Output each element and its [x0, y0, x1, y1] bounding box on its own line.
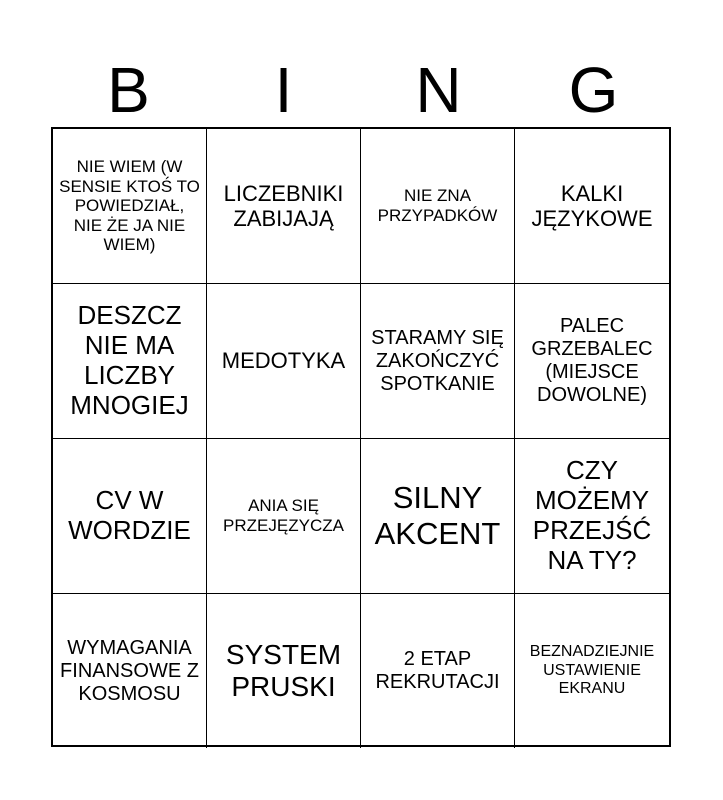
- bingo-cell[interactable]: [53, 439, 207, 593]
- bingo-cell[interactable]: [207, 439, 361, 593]
- header-letter-b: B: [107, 54, 150, 126]
- header-letter-n: N: [415, 54, 462, 126]
- cell-text: MEDOTYKA: [221, 348, 346, 374]
- cell-text: SILNY AKCENT: [374, 480, 501, 551]
- bingo-cell[interactable]: [361, 594, 515, 748]
- cell-text: SYSTEM PRUSKI: [225, 638, 342, 702]
- header-letter-i: I: [274, 54, 293, 126]
- bingo-cell[interactable]: [515, 439, 669, 593]
- cell-text: 2 ETAP REKRUTACJI: [375, 648, 500, 693]
- bingo-cell[interactable]: [53, 129, 207, 283]
- bingo-cell[interactable]: [515, 284, 669, 438]
- bingo-cell[interactable]: [361, 129, 515, 283]
- bingo-cell[interactable]: [53, 284, 207, 438]
- cell-text: LICZEBNIKI ZABIJAJĄ: [223, 180, 344, 231]
- cell-text: DESZCZ NIE MA LICZBY MNOGIEJ: [70, 300, 189, 420]
- cell-text: KALKI JĘZYKOWE: [531, 180, 653, 231]
- bingo-cell[interactable]: [361, 439, 515, 593]
- bingo-cell[interactable]: [515, 594, 669, 748]
- bingo-cell[interactable]: [207, 594, 361, 748]
- bingo-board: [51, 127, 671, 747]
- board-row-4: [53, 594, 669, 748]
- board-row-2: [53, 284, 669, 439]
- cell-text: WYMAGANIA FINANSOWE Z KOSMOSU: [60, 636, 199, 705]
- bingo-cell[interactable]: [207, 129, 361, 283]
- cell-text: PALEC GRZEBALEC (MIEJSCE DOWOLNE): [531, 315, 653, 406]
- cell-text: NIE WIEM (W SENSIE KTOŚ TO POWIEDZIAŁ, NIE ŻE JA NIE WIEM): [59, 157, 200, 255]
- bingo-cell[interactable]: [207, 284, 361, 438]
- cell-text: ANIA SIĘ PRZEJĘZYCZA: [223, 496, 344, 535]
- board-row-3: [53, 439, 669, 594]
- header-letter-g: G: [568, 54, 619, 126]
- cell-text: CZY MOŻEMY PRZEJŚĆ NA TY?: [532, 455, 652, 575]
- bingo-cell[interactable]: [515, 129, 669, 283]
- bingo-cell[interactable]: [361, 284, 515, 438]
- bingo-cell[interactable]: [53, 594, 207, 748]
- cell-text: BEZNADZIEJNIE USTAWIENIE EKRANU: [529, 643, 655, 698]
- cell-text: STARAMY SIĘ ZAKOŃCZYĆ SPOTKANIE: [371, 326, 504, 395]
- cell-text: NIE ZNA PRZYPADKÓW: [377, 186, 498, 225]
- board-row-1: [53, 129, 669, 284]
- bingo-header: [51, 52, 671, 128]
- cell-text: CV W WORDZIE: [68, 485, 191, 545]
